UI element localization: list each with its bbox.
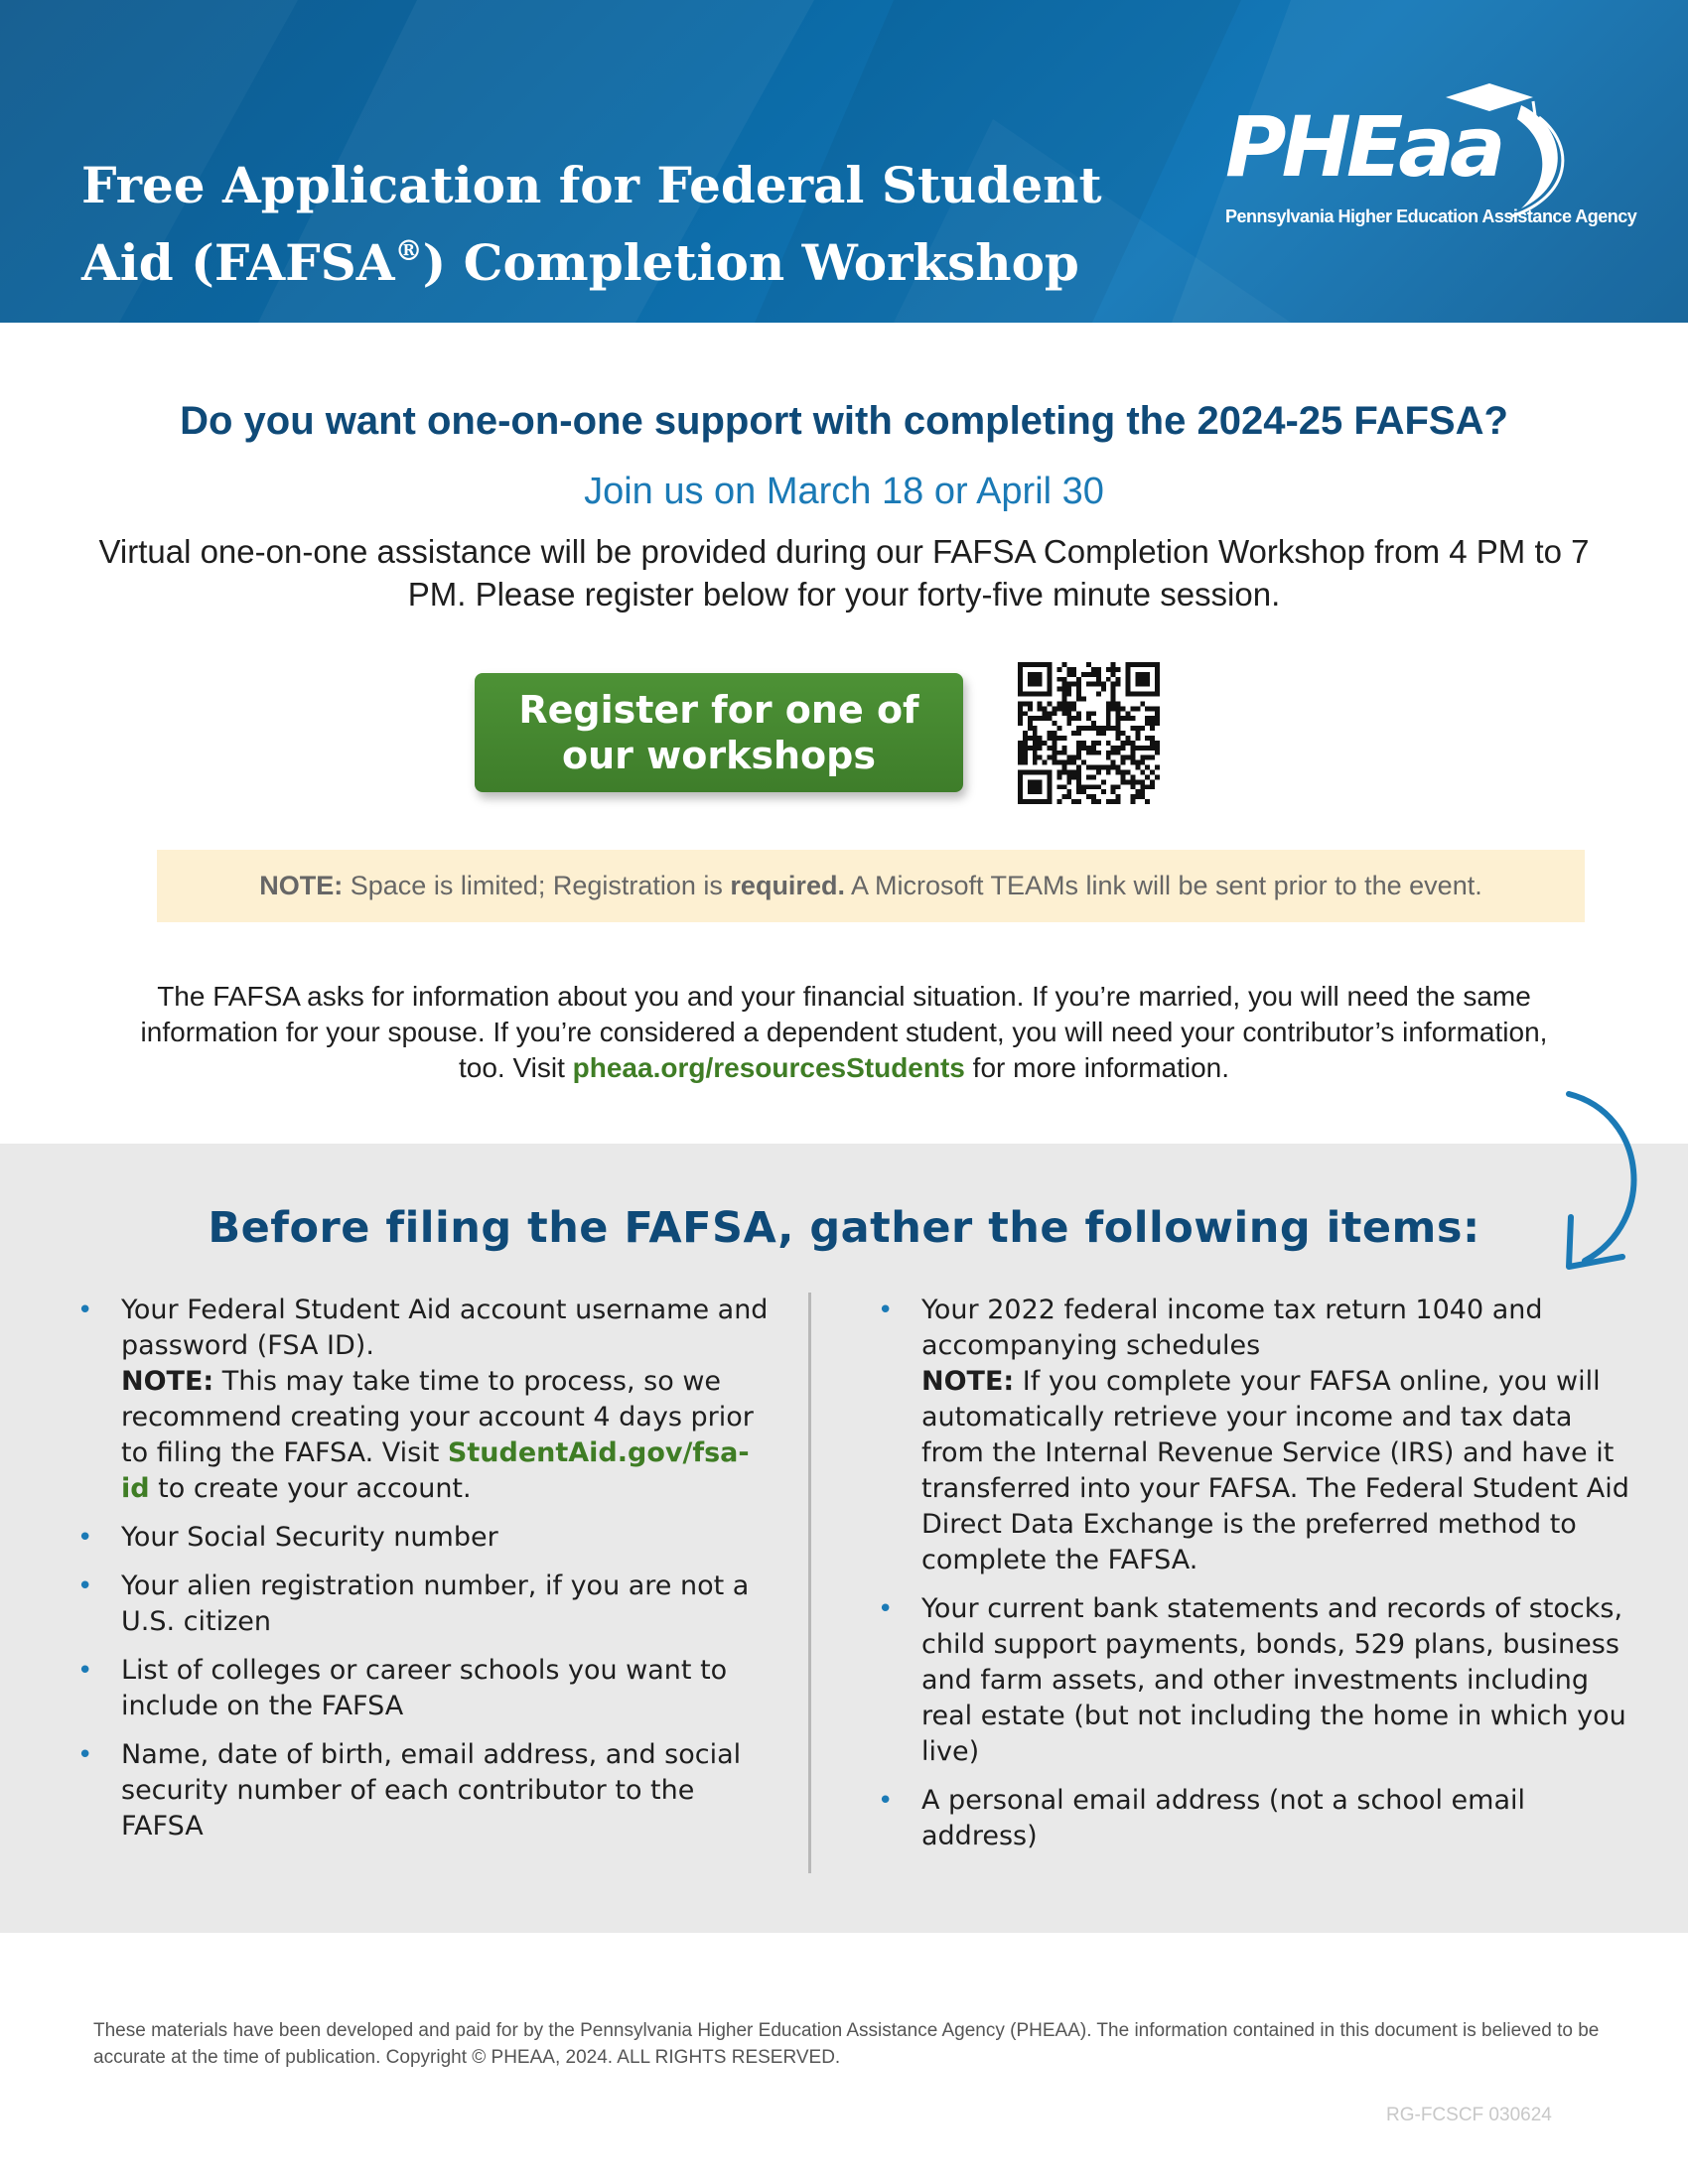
headline-question: Do you want one-on-one support with completing the 2024-25 FAFSA? xyxy=(180,399,1508,443)
logo-subtitle: Pennsylvania Higher Education Assistance Agency xyxy=(1225,206,1637,226)
curved-arrow-icon xyxy=(1549,1082,1668,1300)
list-item: • List of colleges or career schools you want to include on the FAFSA xyxy=(77,1655,728,1721)
header-banner xyxy=(0,0,1688,323)
document-code: RG-FCSCF 030624 xyxy=(1386,2105,1552,2125)
register-button[interactable]: Register for one of our workshops xyxy=(475,673,963,792)
registered-mark: ® xyxy=(394,234,423,267)
event-dates: Join us on March 18 or April 30 xyxy=(584,471,1104,512)
note-text-1: Space is limited; Registration is xyxy=(343,871,731,900)
info-text: The FAFSA asks for information about you and your financial situation. If you’re married, you will need the same information for your spouse. If you’re considered a dependent student, you will need your contributor’s information, too. Visit xyxy=(140,981,1548,1083)
title-line-2-prefix: Aid (FAFSA xyxy=(81,233,395,292)
list-item: • Your 2022 federal income tax return 1040 and accompanying schedules NOTE: If you complete your FAFSA online, you will automatically retrieve your income and tax data from the Internal Revenue Service (IRS) and have it transferred into your FAFSA. The Federal Student Aid Direct Data Exchange is the preferred method to complete the FAFSA. xyxy=(878,1295,1629,1575)
list-item: • Your current bank statements and records of stocks, child support payments, bonds, 529 plans, business and farm assets, and other investments including real estate (but not including the home in which you live) xyxy=(878,1593,1626,1767)
checklist-left xyxy=(77,1293,776,1857)
fsa-id-link[interactable]: StudentAid.gov/fsa-id xyxy=(121,1437,750,1504)
info-text-after: for more information. xyxy=(964,1052,1229,1083)
resources-link[interactable]: pheaa.org/resourcesStudents xyxy=(572,1052,965,1083)
assistance-description: Virtual one-on-one assistance will be provided during our FAFSA Completion Workshop from 4 PM to 7 PM. Please register below for your forty-five minute session. xyxy=(98,533,1590,613)
page-title xyxy=(81,147,1134,302)
list-item: • Your Social Security number xyxy=(121,1520,776,1556)
list-item: • Your alien registration number, if you are not a U.S. citizen xyxy=(77,1570,750,1637)
note-text-2: A Microsoft TEAMs link will be sent prior to the event. xyxy=(844,871,1482,900)
qr-code-icon[interactable] xyxy=(1018,662,1160,804)
gather-heading: Before filing the FAFSA, gather the following items: xyxy=(208,1203,1480,1253)
bullet-icon: • xyxy=(77,1656,93,1686)
footer-disclaimer: These materials have been developed and paid for by the Pennsylvania Higher Education Assistance Agency (PHEAA). The information contained in this document is believed to be accurate at the time of publication. Copyright © PHEAA, 2024. ALL RIGHTS RESERVED. xyxy=(93,2020,1600,2068)
bullet-icon: • xyxy=(77,1523,93,1553)
column-divider xyxy=(808,1293,811,1873)
bullet-icon: • xyxy=(878,1786,894,1816)
logo-wordmark: PHEaa xyxy=(1225,98,1501,196)
checklist-right xyxy=(878,1293,1636,1867)
list-item: • Name, date of birth, email address, and social security number of each contributor to the FAFSA xyxy=(77,1739,742,1842)
note-required: required. xyxy=(730,871,845,900)
bullet-icon: • xyxy=(77,1296,93,1325)
bullet-icon: • xyxy=(77,1571,93,1601)
info-paragraph xyxy=(119,979,1569,1086)
note-label: NOTE: xyxy=(259,871,344,900)
bullet-icon: • xyxy=(878,1296,894,1325)
pheaa-logo xyxy=(1223,77,1637,246)
note-banner xyxy=(157,850,1585,922)
title-line-1: Free Application for Federal Student xyxy=(81,156,1102,214)
bullet-icon: • xyxy=(77,1740,93,1770)
bullet-icon: • xyxy=(878,1594,894,1624)
list-item: • A personal email address (not a school email address) xyxy=(878,1785,1526,1851)
list-item: • Your Federal Student Aid account username and password (FSA ID). NOTE: This may take time to process, so we recommend creating your account 4 days prior to filing the FAFSA. Visit StudentAid.gov/fsa-id to create your account. xyxy=(77,1295,769,1504)
title-line-2-suffix: ) Completion Workshop xyxy=(422,233,1079,292)
